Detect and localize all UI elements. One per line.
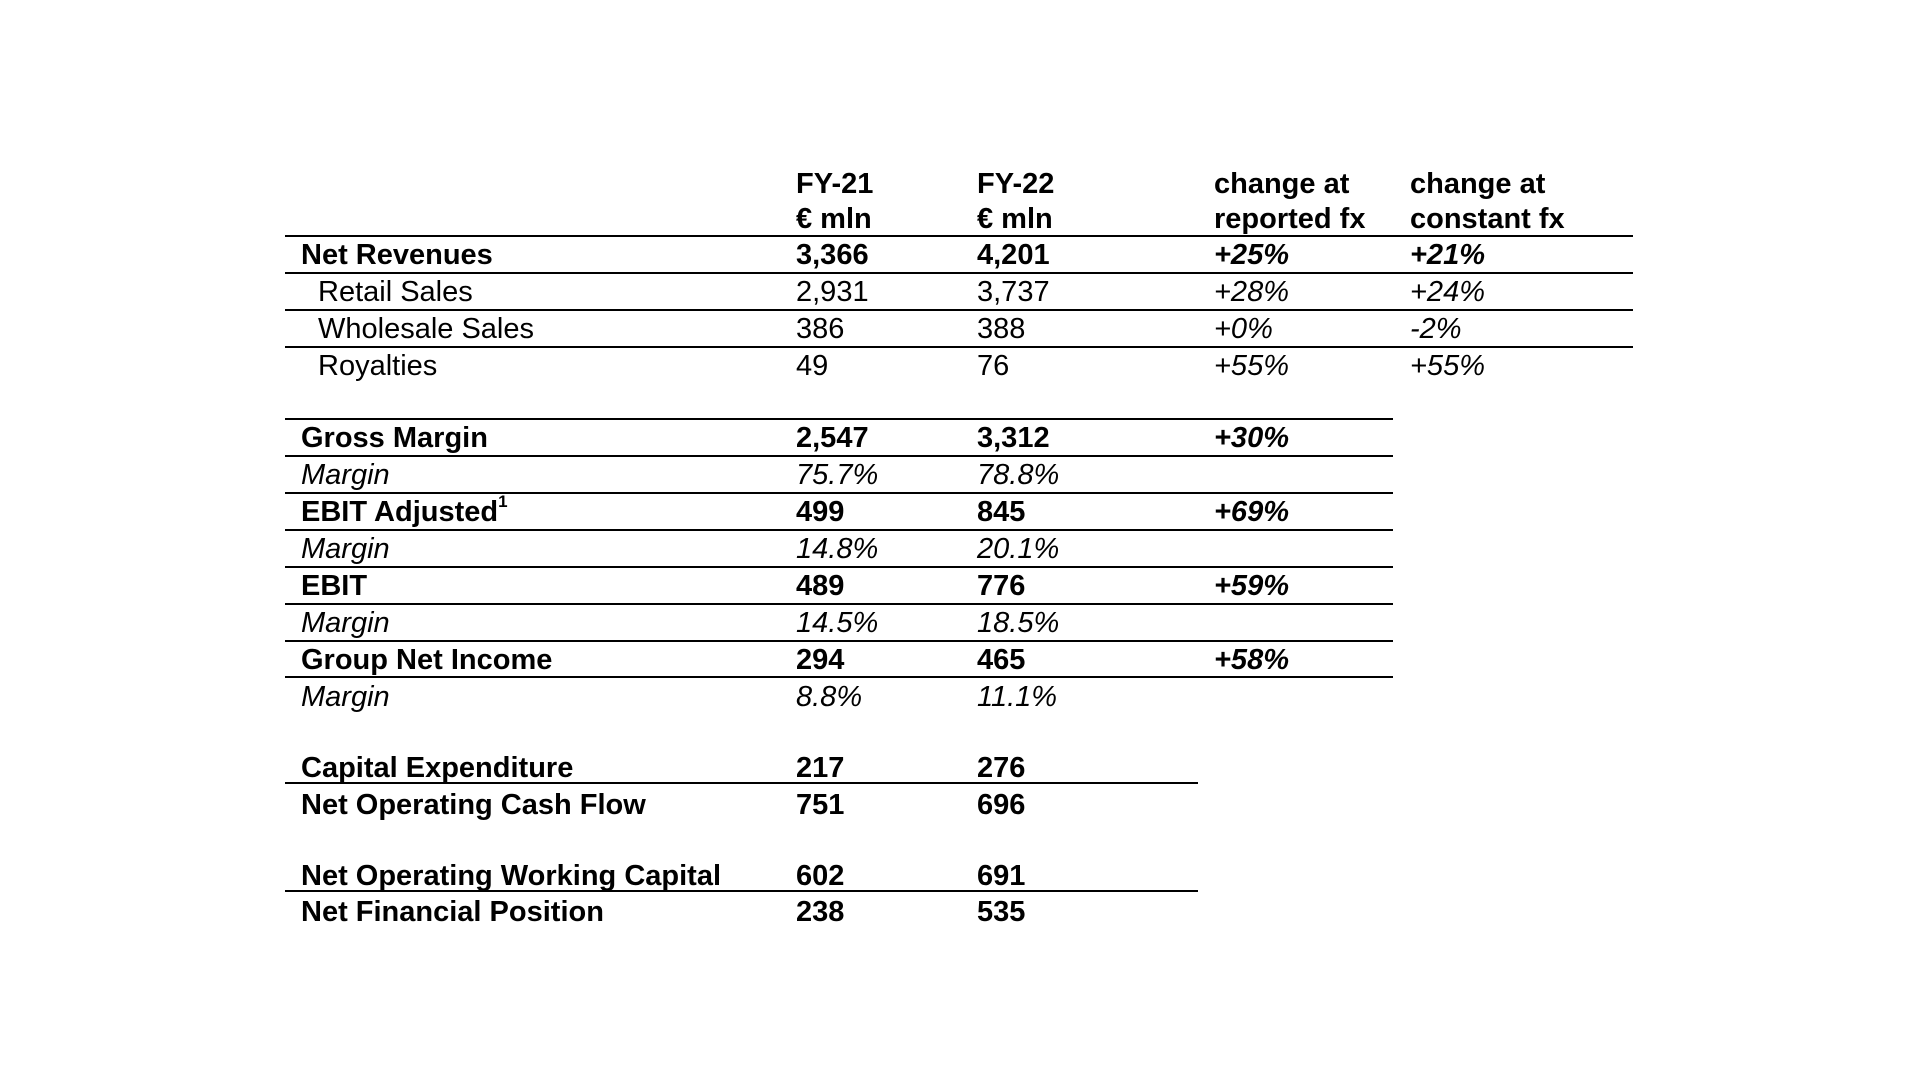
row-label-ebit-adjusted [301, 494, 508, 530]
cell-fy21: 238 [796, 896, 845, 928]
cell-fy22: 535 [977, 896, 1026, 928]
header-fy21: FY-21 € mln [796, 168, 874, 235]
cell-fy22: 18.5% [977, 607, 1060, 639]
row-label-net-financial-position: Net Financial Position [301, 896, 604, 928]
row-label-margin: Margin [301, 607, 390, 639]
row-label-capital-expenditure: Capital Expenditure [301, 752, 574, 784]
row-label-royalties: Royalties [318, 350, 438, 382]
header-change-reported: change at reported fx [1214, 168, 1366, 235]
cell-change-reported: +69% [1214, 496, 1289, 528]
cell-change-constant: +21% [1410, 239, 1485, 271]
row-label-net-operating-cash-flow: Net Operating Cash Flow [301, 789, 646, 821]
cell-fy22: 11.1% [977, 681, 1058, 713]
row-label-margin: Margin [301, 459, 390, 491]
row-label-net-revenues: Net Revenues [301, 239, 493, 271]
footnote-marker: 1 [498, 492, 508, 512]
cell-fy22: 388 [977, 313, 1026, 345]
cell-fy21: 499 [796, 496, 845, 528]
cell-fy22: 20.1% [977, 533, 1060, 565]
cell-fy22: 691 [977, 860, 1026, 892]
cell-fy21: 489 [796, 570, 845, 602]
cell-change-constant: +24% [1410, 276, 1485, 308]
cell-change-constant: +55% [1410, 350, 1485, 382]
cell-fy22: 3,312 [977, 422, 1050, 454]
cell-fy21: 217 [796, 752, 845, 784]
cell-change-reported: +59% [1214, 570, 1289, 602]
header-change-constant: change at constant fx [1410, 168, 1565, 235]
cell-change-reported: +0% [1214, 313, 1273, 345]
row-label-margin: Margin [301, 533, 390, 565]
cell-fy22: 845 [977, 496, 1026, 528]
cell-fy21: 75.7% [796, 459, 879, 491]
cell-fy22: 76 [977, 350, 1010, 382]
cell-fy21: 602 [796, 860, 845, 892]
cell-fy21: 751 [796, 789, 845, 821]
cell-change-reported: +30% [1214, 422, 1289, 454]
cell-change-reported: +58% [1214, 644, 1289, 676]
cell-fy22: 776 [977, 570, 1026, 602]
cell-fy21: 2,547 [796, 422, 869, 454]
cell-fy21: 386 [796, 313, 845, 345]
row-label-margin: Margin [301, 681, 390, 713]
cell-fy21: 3,366 [796, 239, 869, 271]
cell-fy21: 14.8% [796, 533, 879, 565]
cell-fy22: 4,201 [977, 239, 1050, 271]
cell-fy22: 696 [977, 789, 1026, 821]
cell-change-constant: -2% [1410, 313, 1462, 345]
cell-fy21: 14.5% [796, 607, 879, 639]
header-fy22: FY-22 € mln [977, 168, 1055, 235]
row-label-ebit: EBIT [301, 570, 368, 602]
cell-fy21: 49 [796, 350, 829, 382]
row-label-gross-margin: Gross Margin [301, 422, 488, 454]
cell-fy21: 294 [796, 644, 845, 676]
row-label-wholesale-sales: Wholesale Sales [318, 313, 534, 345]
row-label-retail-sales: Retail Sales [318, 276, 473, 308]
cell-change-reported: +55% [1214, 350, 1289, 382]
row-label-text: EBIT Adjusted [301, 496, 499, 528]
cell-fy22: 3,737 [977, 276, 1050, 308]
cell-fy22: 465 [977, 644, 1026, 676]
row-label-net-operating-working-capital: Net Operating Working Capital [301, 860, 722, 892]
cell-fy21: 8.8% [796, 681, 863, 713]
cell-change-reported: +25% [1214, 239, 1289, 271]
cell-fy22: 276 [977, 752, 1026, 784]
row-label-group-net-income: Group Net Income [301, 644, 553, 676]
cell-change-reported: +28% [1214, 276, 1289, 308]
cell-fy22: 78.8% [977, 459, 1060, 491]
cell-fy21: 2,931 [796, 276, 869, 308]
